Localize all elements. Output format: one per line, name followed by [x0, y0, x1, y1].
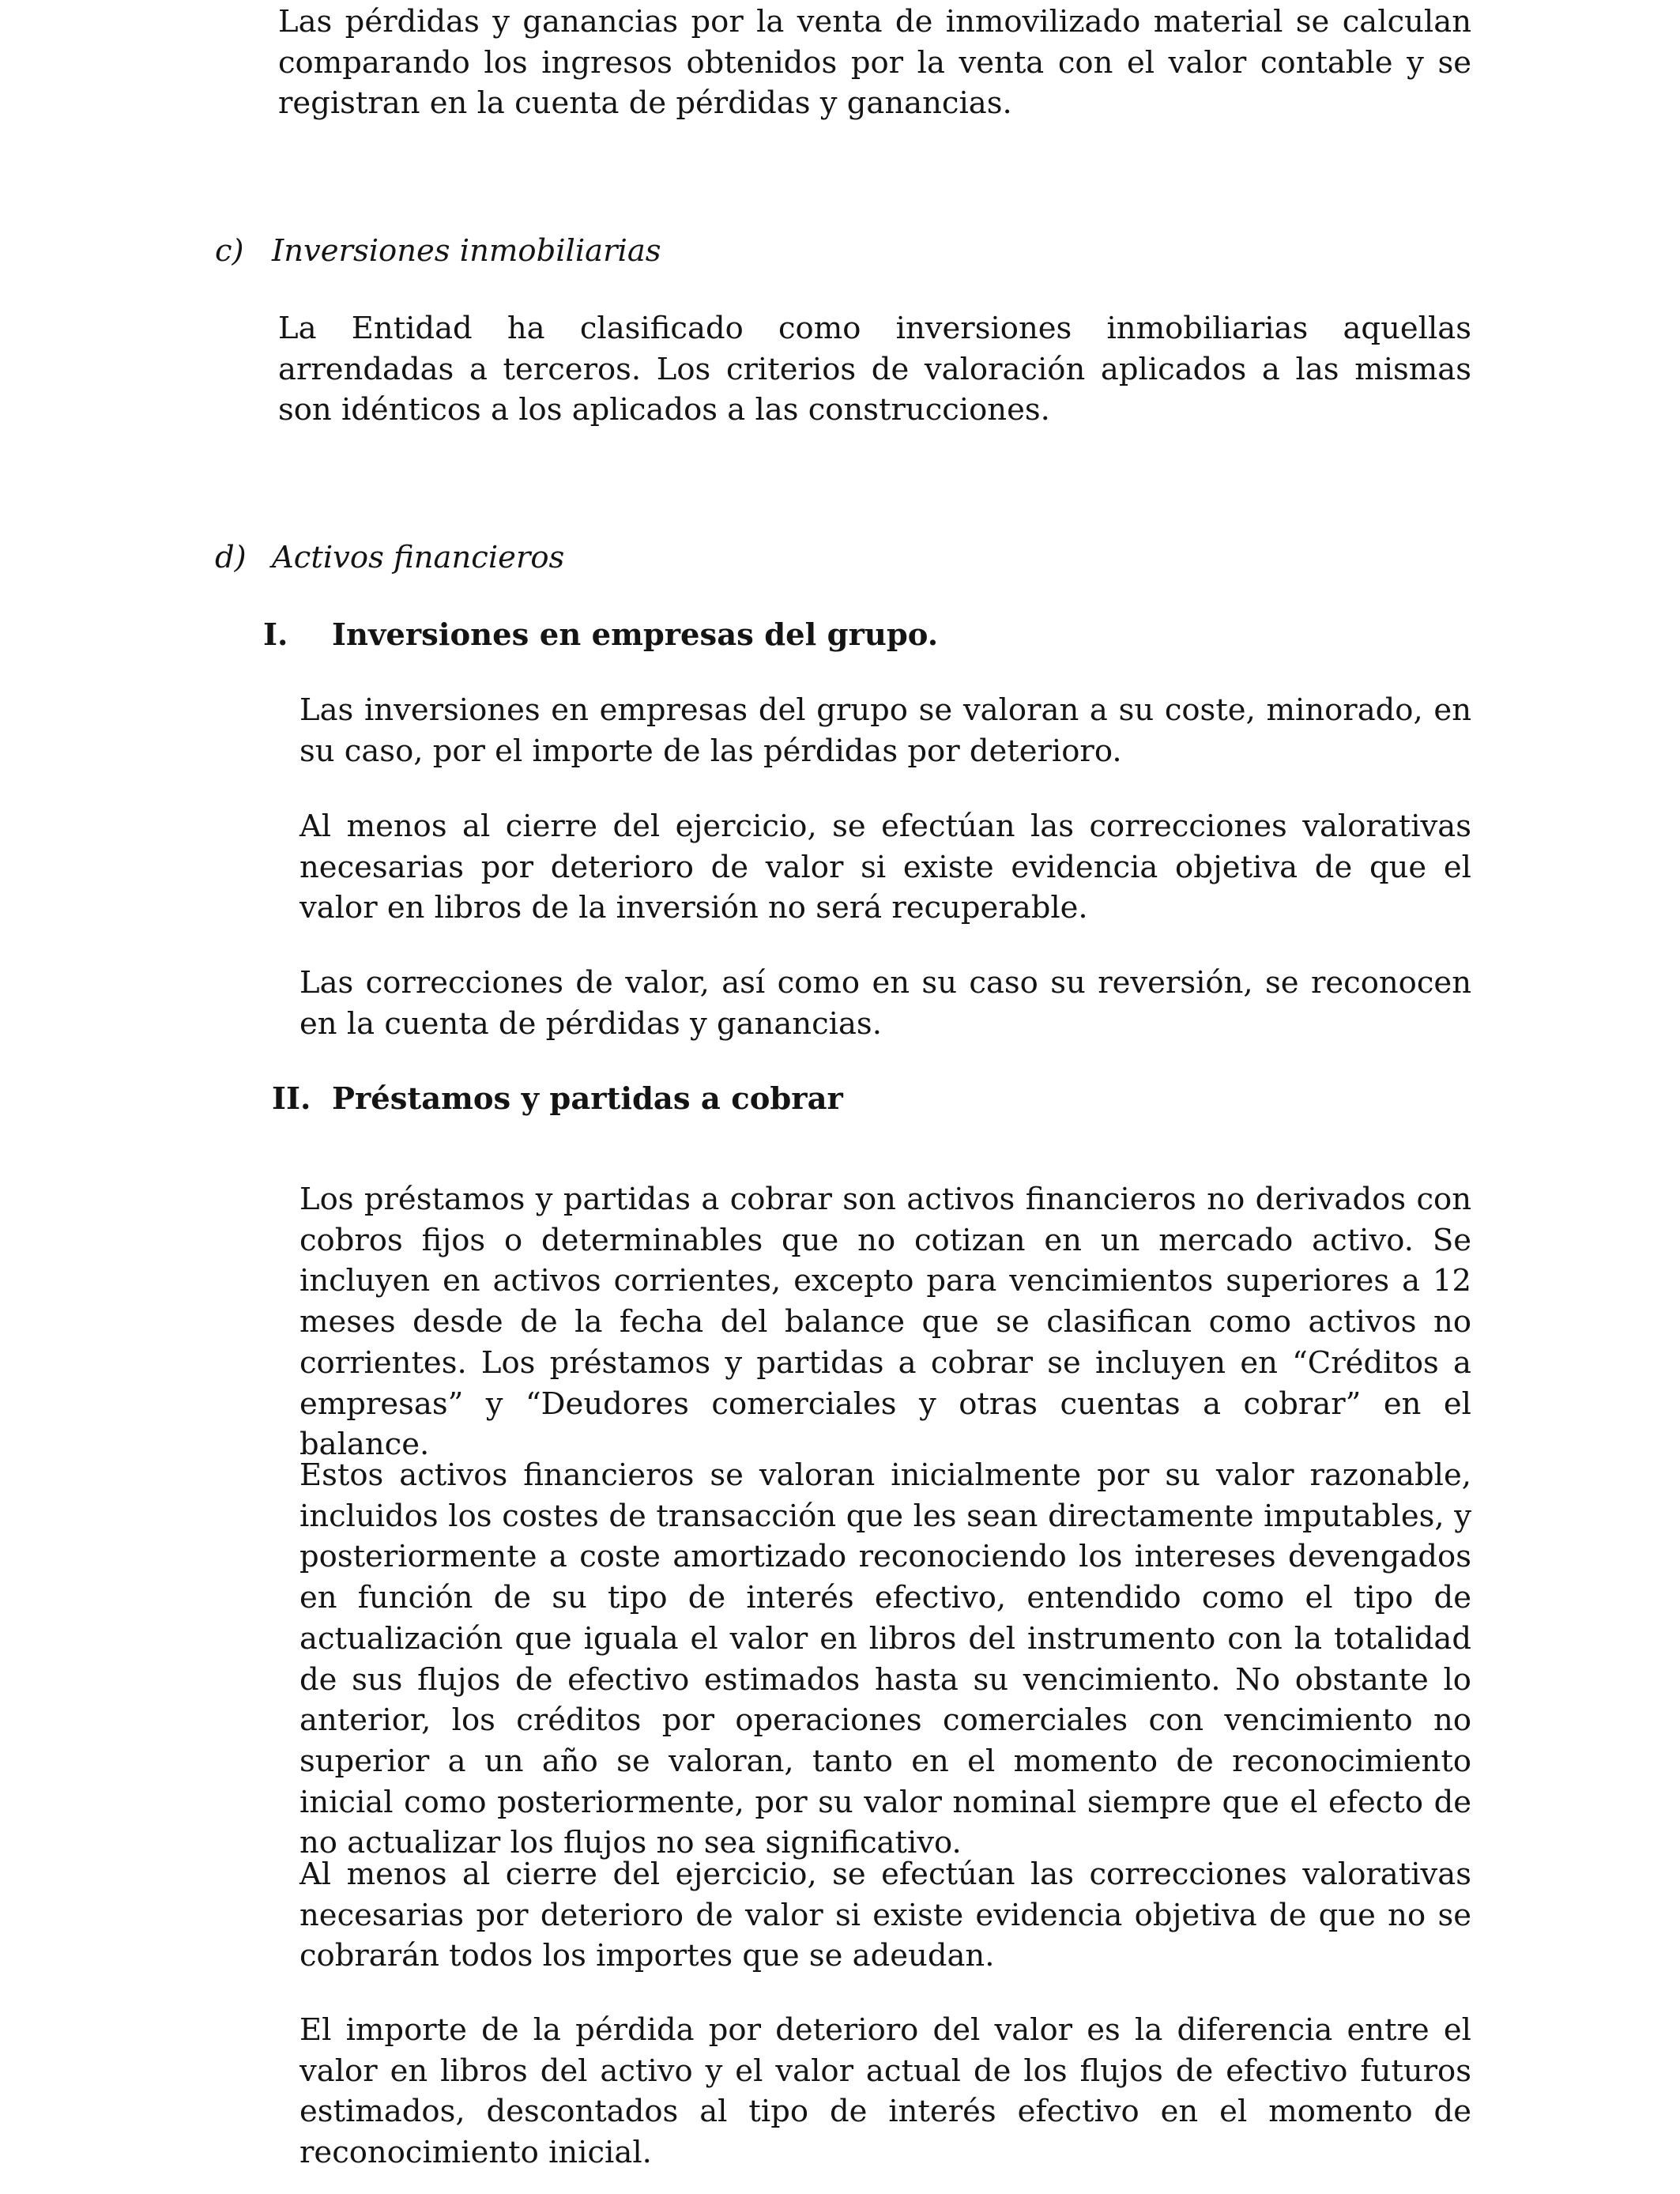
section-c-title: Inversiones inmobiliarias: [272, 233, 661, 269]
subsection-2-paragraph-3: Al menos al cierre del ejercicio, se efectúan las correcciones valorativas necesarias por deterioro de valor si existe evidencia objetiva de que no se cobrarán todos los importes que se adeudan.: [299, 1857, 1471, 1974]
subsection-2-number: II.: [272, 1081, 311, 1117]
intro-paragraph: Las pérdidas y ganancias por la venta de inmovilizado material se calculan comparando los ingresos obtenidos por la venta con el valor contable y se registran en la cuenta de pérdidas y ganancias.: [278, 4, 1471, 122]
subsection-1-paragraph-3: Las correcciones de valor, así como en su caso su reversión, se reconocen en la cuenta de pérdidas y ganancias.: [299, 965, 1471, 1042]
section-d-title: Activos financieros: [272, 540, 565, 575]
section-c-label: c): [215, 233, 244, 269]
subsection-2-paragraph-1: Los préstamos y partidas a cobrar son activos financieros no derivados con cobros fijos o determinables que no cotizan en un mercado activo. Se incluyen en activos corrientes, excepto para vencimientos superiores a 12 meses desde de la fecha del balance que se clasifican como activos no corrientes. Los préstamos y partidas a cobrar se incluyen en “Créditos a empresas” y “Deudores comerciales y otras cuentas a cobrar” en el balance.: [299, 1182, 1471, 1463]
subsection-2-paragraph-4: El importe de la pérdida por deterioro del valor es la diferencia entre el valor en libros del activo y el valor actual de los flujos de efectivo futuros estimados, descontados al tipo de interés efectivo en el momento de reconocimiento inicial.: [299, 2012, 1471, 2171]
subsection-2-paragraph-2: Estos activos financieros se valoran inicialmente por su valor razonable, incluidos los costes de transacción que les sean directamente imputables, y posteriormente a coste amortizado reconociendo los intereses devengados en función de su tipo de interés efectivo, entendido como el tipo de actualización que iguala el valor en libros del instrumento con la totalidad de sus flujos de efectivo estimados hasta su vencimiento. No obstante lo anterior, los créditos por operaciones comerciales con vencimiento no superior a un año se valoran, tanto en el momento de reconocimiento inicial como posteriormente, por su valor nominal siempre que el efecto de no actualizar los flujos no sea significativo.: [299, 1457, 1471, 1861]
subsection-2-title: Préstamos y partidas a cobrar: [332, 1081, 843, 1117]
subsection-1-paragraph-1: Las inversiones en empresas del grupo se valoran a su coste, minorado, en su caso, por el importe de las pérdidas por deterioro.: [299, 692, 1471, 769]
subsection-1-number: I.: [263, 617, 288, 653]
section-c-paragraph: La Entidad ha clasificado como inversiones inmobiliarias aquellas arrendadas a terceros. Los criterios de valoración aplicados a las mismas son idénticos a los aplicados a las construcciones.: [278, 311, 1471, 428]
subsection-1-title: Inversiones en empresas del grupo.: [332, 617, 939, 653]
section-d-label: d): [215, 540, 247, 575]
subsection-1-paragraph-2: Al menos al cierre del ejercicio, se efectúan las correcciones valorativas necesarias por deterioro de valor si existe evidencia objetiva de que el valor en libros de la inversión no será recuperable.: [299, 809, 1471, 926]
